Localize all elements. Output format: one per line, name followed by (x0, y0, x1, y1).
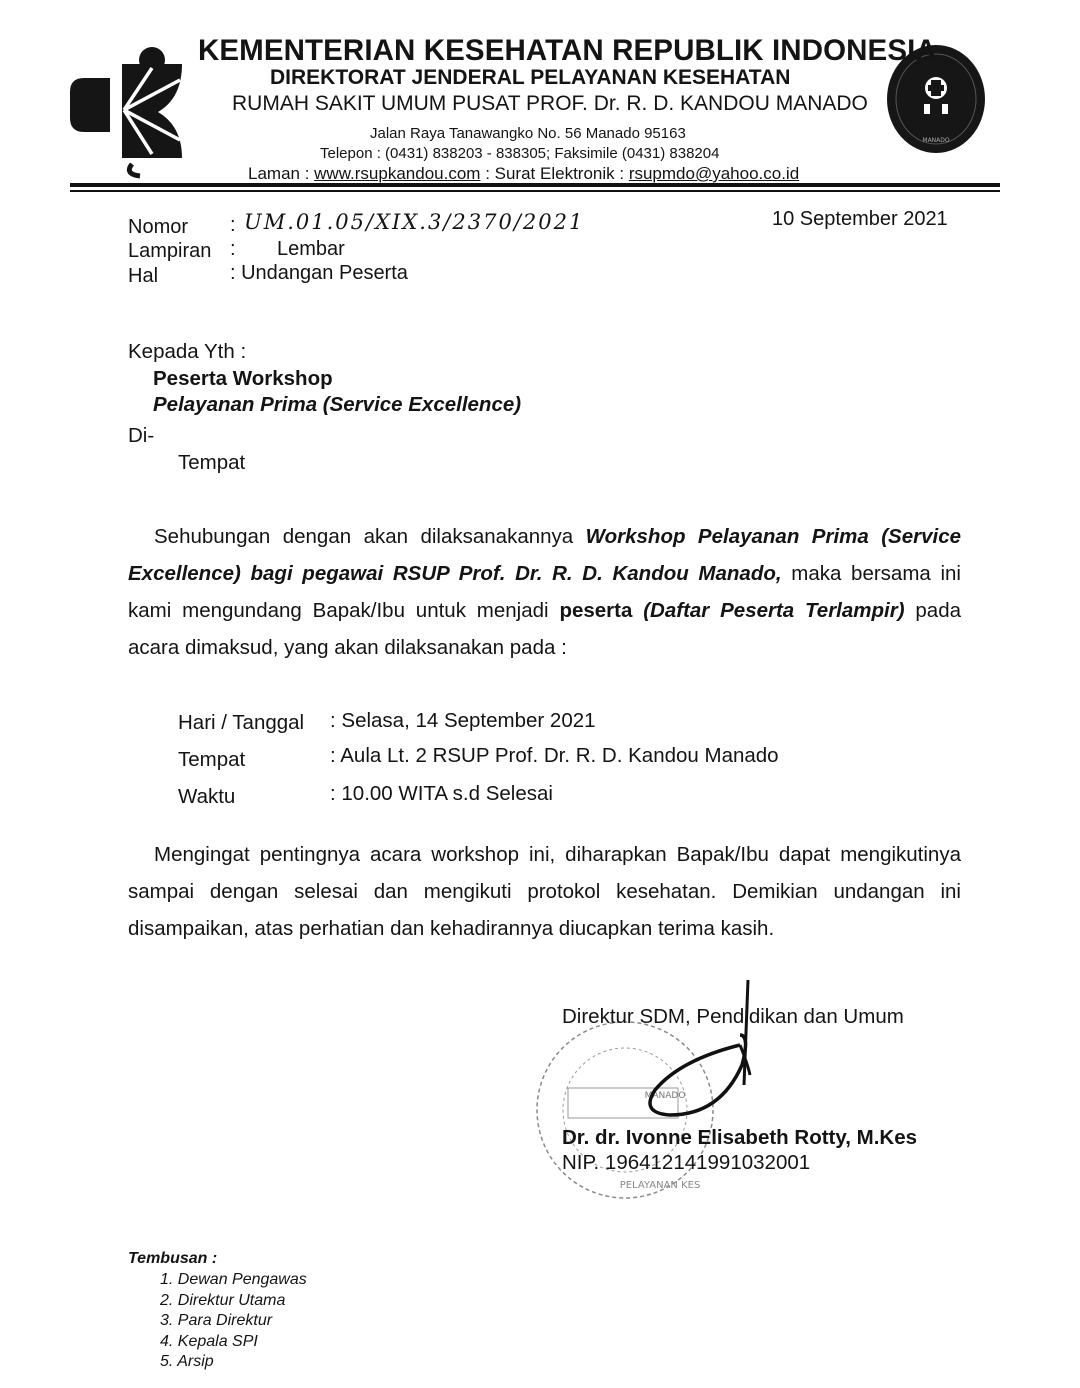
handwritten-signature (600, 975, 780, 1135)
web-label: Laman : (248, 164, 315, 183)
hospital-contact-line (248, 164, 799, 184)
nomor-label: Nomor (128, 216, 189, 238)
hospital-name: RUMAH SAKIT UMUM PUSAT PROF. Dr. R. D. KANDOU MANADO (232, 92, 868, 115)
signatory-nip: NIP. 196412141991032001 (562, 1151, 811, 1174)
list-item: 4. Kepala SPI (160, 1332, 258, 1350)
letterhead-rule-thick (70, 183, 1000, 187)
ministry-title: KEMENTERIAN KESEHATAN REPUBLIK INDONESIA (198, 34, 937, 67)
recipient-place: Tempat (178, 451, 246, 474)
website-link[interactable]: www.rsupkandou.com (314, 164, 481, 183)
lampiran-value: Lembar (277, 238, 345, 260)
kemenkes-logo-icon (62, 40, 190, 180)
directorate-title: DIREKTORAT JENDERAL PELAYANAN KESEHATAN (270, 66, 791, 89)
recipient-di: Di- (128, 424, 155, 447)
letter-date: 10 September 2021 (772, 208, 948, 230)
stamp-ring-text: PELAYANAN KES (619, 1180, 701, 1191)
paragraph-1-attachment-note: (Daftar Peserta Terlampir) (643, 599, 905, 622)
paragraph-1-space (632, 599, 643, 622)
list-item: 3. Para Direktur (160, 1312, 273, 1329)
hal-label: Hal (128, 265, 159, 287)
paragraph-2-text: Mengingat pentingnya acara workshop ini, diharapkan Bapak/Ibu dapat mengikutinya sampai dengan selesai dan mengikuti protokol kesehatan. Demikian undangan ini disampaikan, atas perhatian dan kehadirannya diucapkan terima kasih. (128, 843, 961, 940)
paragraph-1-invite: maka bersama ini kami mengundang Bapak/Ibu untuk menjadi (128, 562, 961, 622)
detail-place-label: Tempat (178, 748, 246, 771)
letterhead-rule-thin (70, 190, 1000, 192)
signatory-title: Direktur SDM, Pendidikan dan Umum (562, 1005, 904, 1028)
hal-value: : Undangan Peserta (230, 262, 408, 284)
paragraph-1-event: Workshop Pelayanan Prima (Service Excellence) bagi pegawai RSUP Prof. Dr. R. D. Kandou Manado, (128, 525, 961, 585)
recipient-line-1: Peserta Workshop (153, 367, 333, 390)
signatory-name: Dr. dr. Ivonne Elisabeth Rotty, M.Kes (562, 1126, 918, 1149)
email-label: : Surat Elektronik : (480, 164, 629, 183)
lampiran-label: Lampiran (128, 240, 212, 262)
recipient-greeting: Kepada Yth : (128, 340, 247, 363)
recipient-line-2: Pelayanan Prima (Service Excellence) (153, 393, 522, 416)
detail-place-value: : Aula Lt. 2 RSUP Prof. Dr. R. D. Kandou Manado (330, 744, 779, 767)
nomor-separator: : (230, 214, 236, 236)
paragraph-1-peserta: peserta (559, 599, 633, 622)
detail-time-value: : 10.00 WITA s.d Selesai (330, 782, 553, 805)
list-item: 5. Arsip (160, 1353, 214, 1370)
paragraph-1-closing: pada acara dimaksud, yang akan dilaksanakan pada : (128, 599, 961, 659)
email-link[interactable]: rsupmdo@yahoo.co.id (628, 164, 800, 183)
tembusan-title: Tembusan : (128, 1250, 218, 1267)
tembusan-list (160, 1270, 307, 1373)
stamp-center-text: MANADO (644, 1091, 686, 1101)
hospital-phone: Telepon : (0431) 838203 - 838305; Faksimile (0431) 838204 (320, 145, 720, 162)
lampiran-separator: : (230, 238, 236, 260)
emblem-caption: MANADO (922, 137, 950, 144)
paragraph-1-intro: Sehubungan dengan akan dilaksanakannya (154, 525, 586, 548)
detail-date-value: : Selasa, 14 September 2021 (330, 709, 596, 732)
list-item: 2. Direktur Utama (160, 1291, 286, 1309)
detail-time-label: Waktu (178, 785, 236, 808)
list-item: 1. Dewan Pengawas (160, 1271, 307, 1288)
closing-paragraph (128, 836, 961, 947)
nomor-value: UM.01.05/XIX.3/2370/2021 (244, 210, 585, 234)
hospital-address: Jalan Raya Tanawangko No. 56 Manado 95163 (370, 125, 686, 142)
detail-date-label: Hari / Tanggal (178, 711, 305, 734)
invitation-paragraph (128, 518, 961, 666)
